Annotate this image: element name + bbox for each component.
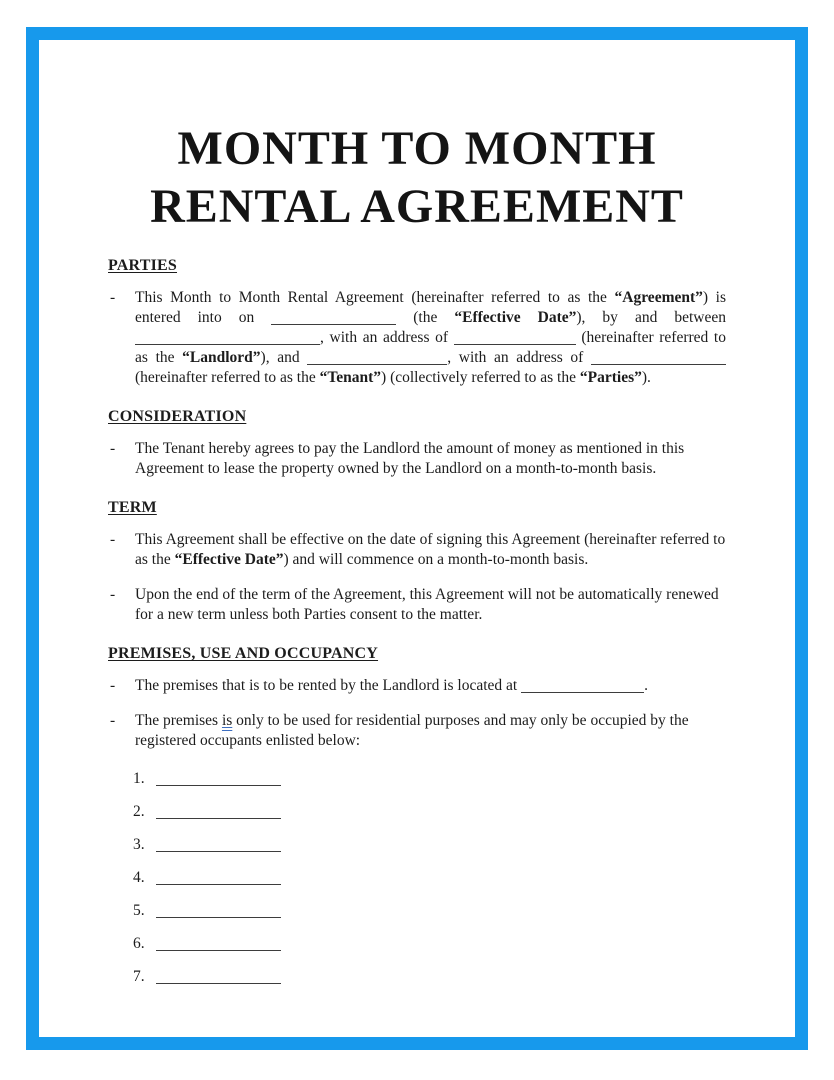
bold-defined-term: “Effective Date” <box>174 551 284 568</box>
occupant-number: 3. <box>133 836 145 853</box>
bullet-dash: - <box>110 677 116 694</box>
fill-in-blank-field[interactable] <box>307 350 447 365</box>
clause-item <box>108 585 726 625</box>
occupant-name-blank-field[interactable] <box>156 837 281 852</box>
document-title <box>108 0 726 236</box>
bullet-dash: - <box>110 289 116 306</box>
bullet-dash: - <box>110 712 116 729</box>
section-heading-term: TERM <box>108 499 157 516</box>
clause-text: The Tenant hereby agrees to pay the Landlord the amount of money as mentioned in this Agreement to lease the property owned by the Landlord on a month-to-month basis. <box>135 440 685 477</box>
section-term <box>108 498 726 625</box>
clause-text: The premises that is to be rented by the Landlord is located at . <box>135 677 648 694</box>
occupant-name-blank-field[interactable] <box>156 771 281 786</box>
occupant-row <box>133 934 726 954</box>
clause-item <box>108 676 726 696</box>
clause-item <box>108 530 726 570</box>
clause-text: This Month to Month Rental Agreement (hereinafter referred to as the “Agreement”) is entered into on (the “Effective Date”), by and between , with an address of (hereinafter referred to as the “Landlord”), and , with an address of (hereinafter referred to as the “Tenant”) (collectively referred to as the “Parties”). <box>135 289 726 386</box>
sections-container <box>108 256 726 987</box>
fill-in-blank-field[interactable] <box>135 330 320 345</box>
occupant-name-blank-field[interactable] <box>156 936 281 951</box>
document-title-line1: MONTH TO MONTH <box>177 122 657 175</box>
bold-defined-term: “Effective Date” <box>454 309 577 326</box>
fill-in-blank-field[interactable] <box>271 310 396 325</box>
occupant-number: 6. <box>133 935 145 952</box>
bold-defined-term: “Tenant” <box>319 369 382 386</box>
bold-defined-term: “Landlord” <box>182 349 261 366</box>
occupant-name-blank-field[interactable] <box>156 969 281 984</box>
occupant-row <box>133 835 726 855</box>
clause-text: Upon the end of the term of the Agreement, this Agreement will not be automatically renewed for a new term unless both Parties consent to the matter. <box>135 586 719 623</box>
occupant-number: 7. <box>133 968 145 985</box>
document-title-line2: RENTAL AGREEMENT <box>150 180 684 233</box>
section-consideration <box>108 407 726 479</box>
occupant-number: 1. <box>133 770 145 787</box>
occupant-row <box>133 868 726 888</box>
bold-defined-term: “Agreement” <box>614 289 703 306</box>
document-content <box>108 0 726 1000</box>
occupant-name-blank-field[interactable] <box>156 804 281 819</box>
grammar-underlined-word: is <box>221 712 233 729</box>
fill-in-blank-field[interactable] <box>454 330 576 345</box>
occupant-row <box>133 802 726 822</box>
section-heading-consideration: CONSIDERATION <box>108 408 247 425</box>
occupant-name-blank-field[interactable] <box>156 870 281 885</box>
clause-item <box>108 439 726 479</box>
section-heading-premises-use-occupancy: PREMISES, USE AND OCCUPANCY <box>108 645 379 662</box>
clause-item <box>108 711 726 751</box>
clause-item <box>108 288 726 388</box>
clause-text: This Agreement shall be effective on the date of signing this Agreement (hereinafter referred to as the “Effective Date”) and will commence on a month-to-month basis. <box>135 531 726 568</box>
section-heading-parties: PARTIES <box>108 257 178 274</box>
clause-text: The premises is only to be used for residential purposes and may only be occupied by the registered occupants enlisted below: <box>135 712 689 749</box>
occupant-number: 2. <box>133 803 145 820</box>
occupant-number: 4. <box>133 869 145 886</box>
section-parties <box>108 256 726 388</box>
occupant-number: 5. <box>133 902 145 919</box>
fill-in-blank-field[interactable] <box>521 678 644 693</box>
fill-in-blank-field[interactable] <box>591 350 726 365</box>
occupant-name-blank-field[interactable] <box>156 903 281 918</box>
bullet-dash: - <box>110 586 116 603</box>
occupant-row <box>133 901 726 921</box>
bullet-dash: - <box>110 531 116 548</box>
section-premises-use-occupancy <box>108 644 726 987</box>
bullet-dash: - <box>110 440 116 457</box>
occupant-row <box>133 967 726 987</box>
occupants-list <box>133 769 726 987</box>
occupant-row <box>133 769 726 789</box>
bold-defined-term: “Parties” <box>579 369 642 386</box>
